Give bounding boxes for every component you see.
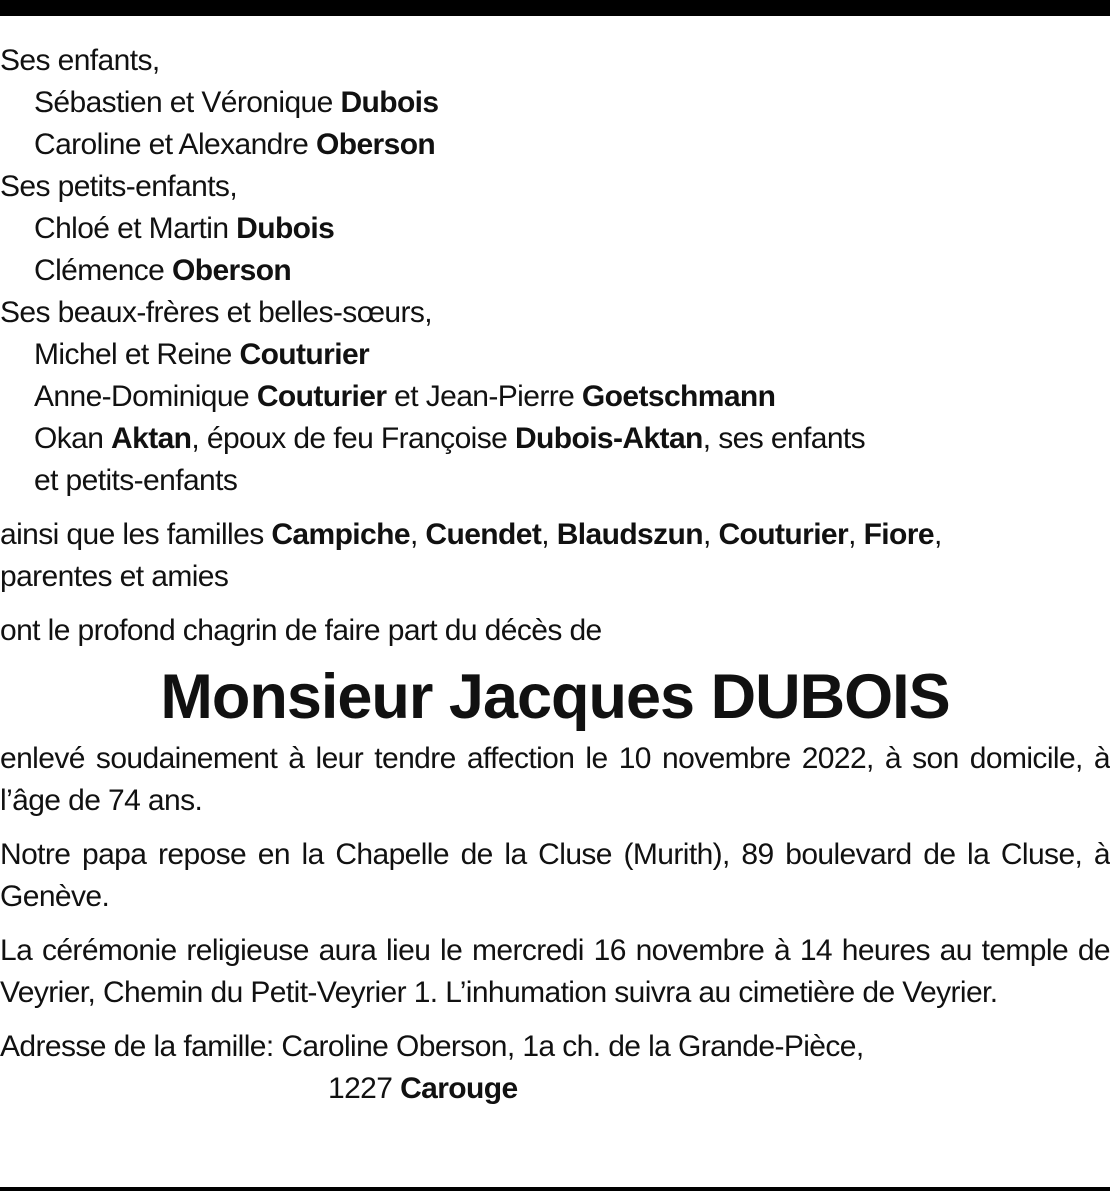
- inlaws-line-3: Okan Aktan, époux de feu Françoise Dubois-Aktan, ses enfants: [34, 422, 866, 455]
- bottom-rule: [0, 1187, 1110, 1191]
- inlaws-line-1: Michel et Reine Couturier: [34, 338, 370, 371]
- surname: Couturier: [256, 380, 387, 413]
- children-line-2: Caroline et Alexandre Oberson: [34, 128, 436, 161]
- children-line-1: Sébastien et Véronique Dubois: [34, 86, 439, 119]
- address-line-2: 1227 Carouge: [328, 1072, 518, 1105]
- inlaws-line-2: Anne-Dominique Couturier et Jean-Pierre Goetschmann: [34, 380, 776, 413]
- surname: Goetschmann: [581, 380, 776, 413]
- grandchildren-line-1: Chloé et Martin Dubois: [34, 212, 335, 245]
- inlaws-line-4: et petits-enfants: [34, 464, 238, 497]
- death-paragraph: enlevé soudainement à leur tendre affection le 10 novembre 2022, à son domicile, à l’âge de 74 ans.: [0, 742, 1110, 817]
- ceremony-paragraph: La cérémonie religieuse aura lieu le mercredi 16 novembre à 14 heures au temple de Veyrier, Chemin du Petit-Veyrier 1. L’inhumation suivra au cimetière de Veyrier.: [0, 934, 1110, 1009]
- families-line-2: parentes et amies: [0, 560, 229, 593]
- surname: Dubois-Aktan: [514, 422, 703, 455]
- surname: Oberson: [172, 254, 292, 287]
- family-name: Fiore: [863, 518, 934, 551]
- children-heading: Ses enfants,: [0, 44, 160, 77]
- family-name: Campiche: [271, 518, 410, 551]
- surname: Oberson: [315, 128, 436, 161]
- surname: Dubois: [340, 86, 439, 119]
- surname: Dubois: [236, 212, 335, 245]
- announcement: ont le profond chagrin de faire part du décès de: [0, 614, 602, 647]
- address-line-1: Adresse de la famille: Caroline Oberson, 1a ch. de la Grande-Pièce,: [0, 1030, 864, 1063]
- family-name: Cuendet: [425, 518, 542, 551]
- deceased-name: Monsieur Jacques DUBOIS: [160, 662, 950, 732]
- surname: Couturier: [239, 338, 370, 371]
- top-rule: [0, 0, 1110, 16]
- grandchildren-heading: Ses petits-enfants,: [0, 170, 238, 203]
- families-line-1: ainsi que les familles Campiche, Cuendet, Blaudszun, Couturier, Fiore,: [0, 518, 942, 551]
- rest-paragraph: Notre papa repose en la Chapelle de la Cluse (Murith), 89 boulevard de la Cluse, à Genève.: [0, 838, 1110, 913]
- city: Carouge: [400, 1072, 518, 1105]
- death-notice: [0, 40, 1110, 1110]
- grandchildren-line-2: Clémence Oberson: [34, 254, 292, 287]
- surname: Aktan: [111, 422, 192, 455]
- inlaws-heading: Ses beaux-frères et belles-sœurs,: [0, 296, 433, 329]
- family-name: Couturier: [718, 518, 849, 551]
- family-name: Blaudszun: [556, 518, 703, 551]
